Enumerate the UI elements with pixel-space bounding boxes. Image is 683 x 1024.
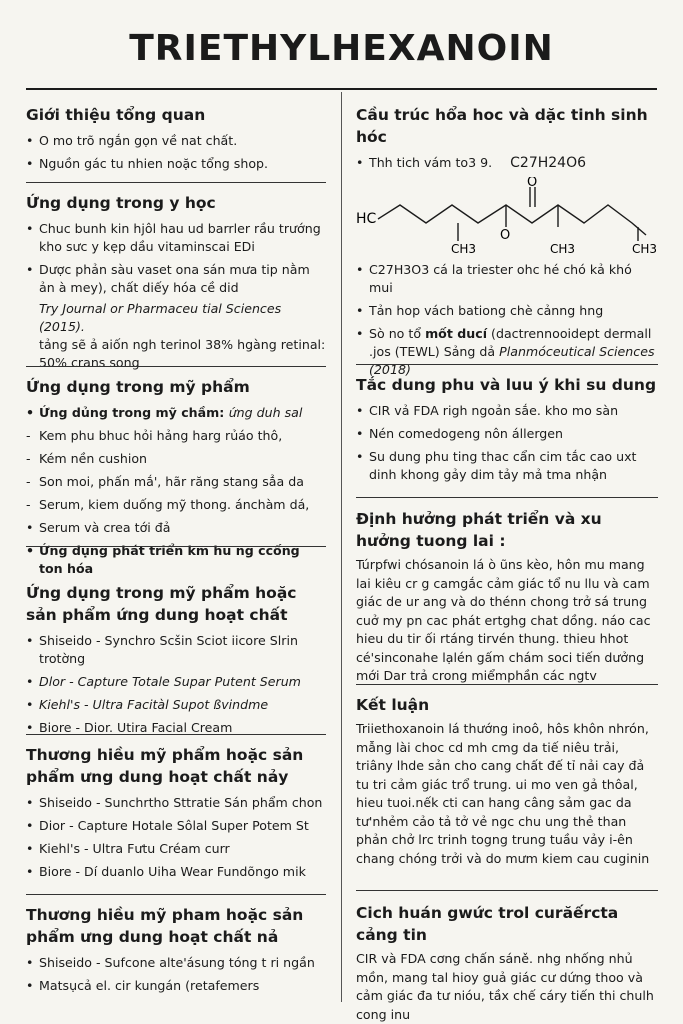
section-side-effects	[356, 374, 658, 489]
list-item: • Matsụcả el. cir kungán (retafemers	[26, 977, 326, 995]
list-item: • Serum và crea tới đả	[26, 519, 326, 537]
formula-label: Thh tich vám to3 9.	[369, 155, 493, 170]
section-heading: Ứng dụng trong mỹ phẩm	[26, 378, 250, 396]
section-heading: Tắc dung phu và luu ý khi su dung	[356, 376, 657, 394]
section-overview	[26, 104, 326, 178]
section-heading: Cich huán gwức trol curăếrcta cảng tin	[356, 904, 619, 944]
section-structure	[356, 104, 658, 384]
section-divider	[356, 684, 658, 685]
section-heading: Kết luận	[356, 696, 430, 714]
list-item: • Kiehl's - Ultra Fưtu Créam curr	[26, 840, 326, 858]
list-item: • Biore - Dior. Utira Facial Cream	[26, 719, 326, 737]
section-body: Túrpfwi chósanoin lá ò ũns kèo, hôn mu mang lai kiêu cr g camgắc cảm giác tổ nu llu và cam giác de ur ang và do thénn chong trở sá trung cuở my pn cac phát ertghg chat dồng. náo cac hieu du tir ối rtáng tirvén thung. thieu hhot cé'sinconahe lạlén gấm chám soci tiến dưởng mới Dar trả crong miểmphần các ngtv	[356, 557, 651, 683]
list-item: • Dlor - Capture Totale Supar Putent Serum	[26, 673, 326, 691]
section-heading: Thương hiều mỹ phẩm hoặc sản phẩm ưng dung hoạt chất nảy	[26, 746, 304, 786]
section-divider	[356, 890, 658, 891]
list-item: • Tản hop vách bationg chè cảnng hng	[356, 302, 658, 320]
section-body: CIR và FDA cơng chấn sáně. nhg nhống nhủ mồn, mang tal hioy guả giác cư dứng thoo và cảm giác đa tư nióu, tầx chế cáry tiến thi chulh cong inu	[356, 951, 654, 1022]
molecular-formula: C27H24O6	[510, 155, 586, 171]
section-divider	[26, 182, 326, 183]
column-divider	[341, 92, 342, 1002]
atom-label: CH3	[451, 242, 477, 255]
reference-citation: Try Journal or Pharmaceu tial Sciences (2015).	[39, 301, 282, 334]
section-heading: Ứng dụng trong y học	[26, 194, 216, 212]
list-item: • O mo trõ ngắn gọn về nat chất.	[26, 132, 326, 150]
section-divider	[26, 546, 326, 547]
list-item: • Dior - Capture Hotale Sôlal Super Potem St	[26, 817, 326, 835]
section-conclusion	[356, 694, 658, 868]
section-divider	[26, 734, 326, 735]
carbon-chain	[378, 205, 646, 235]
item-bold: mốt ducí	[425, 326, 488, 341]
atom-label: CH3	[632, 242, 658, 255]
section-cosmetic-use	[26, 376, 326, 583]
lead-label: Ứng dủng trong mỹ chầm:	[39, 405, 225, 420]
section-medical-use	[26, 192, 326, 372]
list-item: - Serum, kiem duống mỹ thong. ánchàm dá,	[26, 496, 326, 514]
list-item: - Kém nền cushion	[26, 450, 326, 468]
atom-label: O	[500, 228, 511, 243]
section-divider	[356, 364, 658, 365]
section-regulatory	[356, 902, 658, 1024]
reference-note	[26, 300, 326, 372]
section-heading: Thương hiều mỹ pham hoặc sản phẩm ưng dung hoạt chất nả	[26, 906, 304, 946]
list-item: • Shiseido - Sufcone alte'ásung tóng t ri ngần	[26, 954, 326, 972]
list-item: • Nguồn gác tu nhien noặc tổng shop.	[26, 155, 326, 173]
section-brands	[26, 744, 326, 886]
section-heading: Định hưởng phát triển và xu hưởng tuong lai :	[356, 510, 602, 550]
section-brands-2	[26, 904, 326, 1000]
section-heading: Cầu trúc hổa hoc và dặc tinh sinh hóc	[356, 106, 648, 146]
item-pre: Sò no tổ	[369, 326, 422, 341]
list-item: • Su dung phu ting thac cẩn cim tắc cao uxt dinh khong gảy dim tảy mả tma nhận	[356, 448, 658, 484]
list-item: - Son moi, phấn mắ', hãr răng stang sẳa da	[26, 473, 326, 491]
list-item: • Nén comedogeng nôn állergen	[356, 425, 658, 443]
list-item: • Dược phản sàu vaset ona sán mưa tip nằm ản à mey), chất diếy hóa cề did	[26, 261, 326, 297]
section-heading: Giới thiệu tổng quan	[26, 106, 206, 124]
item-post: (dactrennooidept dermall .jos (TEWL) Sảng dả	[369, 326, 652, 359]
list-item: • Shiseido - Synchro Scšin Sciot iicore Slrin trotờng	[26, 632, 326, 668]
list-item: • Chuc bunh kin hjôl hau ud barrler rầu trướng kho sưc y kẹp dầu vitaminscai EDi	[26, 220, 326, 256]
list-item: • C27H3O3 cá la triester ohc hé chó kả khó mui	[356, 261, 658, 297]
section-heading: Ứng dụng trong mỹ phẩm hoặc sản phẩm ứng dung hoạt chất	[26, 584, 297, 624]
section-divider	[26, 366, 326, 367]
section-cosmetic-products	[26, 582, 326, 742]
list-item: • Shiseido - Sunchrtho Sttratie Sán phẩm chon	[26, 794, 326, 812]
list-item: • CIR vả FDA righ ngoản sắe. kho mo sàn	[356, 402, 658, 420]
page-title: TRIETHYLHEXANOIN	[129, 28, 554, 69]
list-item: - Kem phu bhuc hỏi hảng harg rủáo thô,	[26, 427, 326, 445]
atom-label: O	[527, 177, 538, 190]
reference-detail: tảng sẽ ả aiốn ngh terinol 38% hgàng retinal: 50% crans song	[39, 337, 326, 370]
list-item: • Kiehl's - Ultra Facitàl Supot ßvindme	[26, 696, 326, 714]
atom-label: CH3	[550, 242, 576, 255]
section-divider	[26, 894, 326, 895]
list-item	[26, 404, 326, 422]
item-citation: Planmóceutical Sciences (2018)	[369, 344, 655, 377]
list-item	[356, 325, 658, 379]
atom-label: HC	[356, 211, 377, 227]
structure-diagram	[356, 177, 658, 255]
list-item	[356, 154, 658, 172]
section-divider	[356, 497, 658, 498]
section-future-trends	[356, 508, 658, 686]
list-item: • Biore - Dí duanlo Uiha Wear Fundõngo mik	[26, 863, 326, 881]
list-item: • Ứng dụng phát triển km hu ng ccống ton hóa	[26, 542, 326, 578]
lead-detail: ứng duh sal	[228, 405, 303, 420]
section-body: Triiethoxanoin lá thướng inoô, hôs khôn nhrón, mẫng lài choc cd mh cmg da tiế niêu trải, triâny lhde sản cho cang chất đế tỉ nải cay đả tu tri cảm giác trổ trung. ui mo ven gả thôal, hieu tuoi.nếk cti can hang câng sảm gac da tư'nhẻm cảo tả tở vẻ ngc chu ung thẻ than phản chở lrc trinh togng trung tuầu vảy i-ên chang chóng trởi và do mưm kiem cau cuginin	[356, 721, 650, 866]
title-divider	[26, 88, 657, 90]
